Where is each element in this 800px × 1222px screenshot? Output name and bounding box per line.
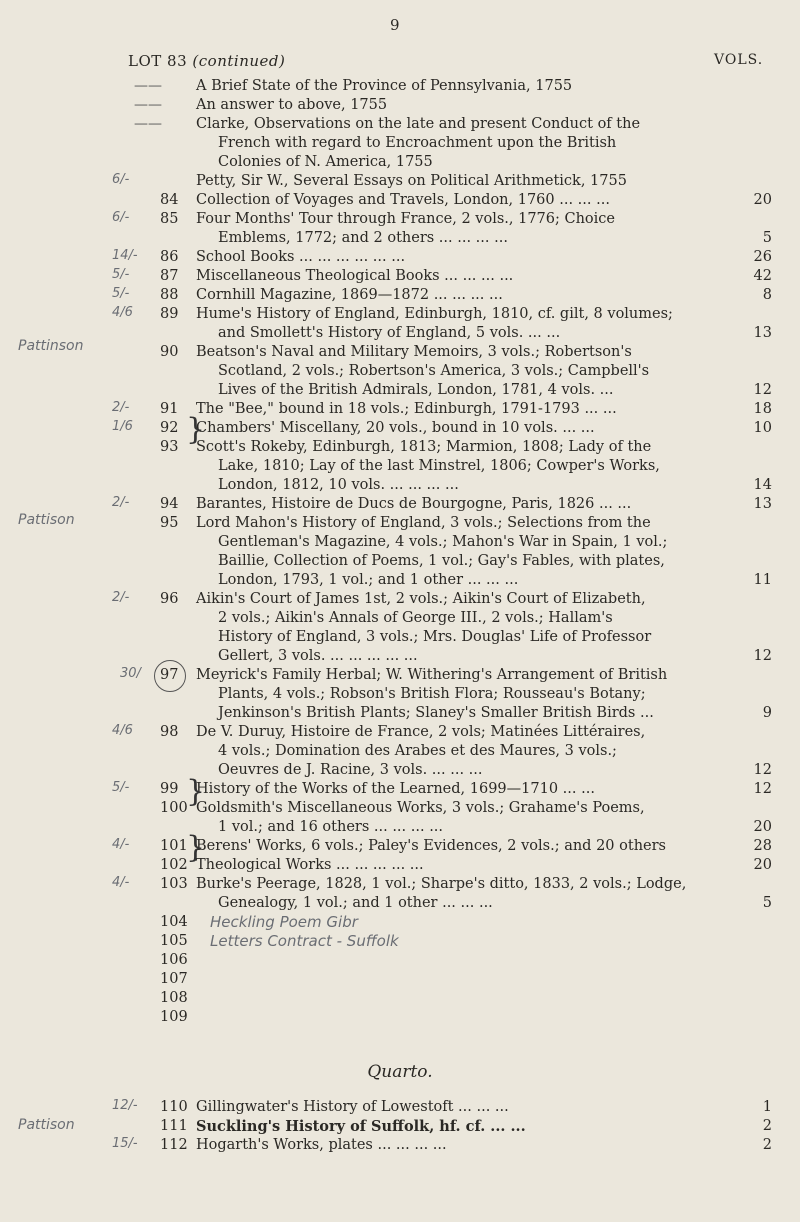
lot-number: 89 (160, 306, 179, 322)
lot-number: 107 (160, 971, 188, 987)
lot-number: 86 (160, 249, 179, 265)
lot-number: 90 (160, 344, 179, 360)
lot-number: 103 (160, 876, 188, 892)
dash-mark: —— (134, 78, 162, 94)
volume-count: 18 (753, 401, 772, 417)
vols-header: VOLS. (714, 52, 764, 68)
lot-header (128, 52, 285, 70)
lot-number: 93 (160, 439, 179, 455)
volume-count: 9 (762, 705, 772, 721)
pencil-annotation: 12/- (112, 1098, 138, 1113)
pencil-annotation: 30/ (120, 666, 141, 681)
volume-count: 10 (753, 420, 772, 436)
lot-label: LOT (128, 52, 162, 70)
lot-number: 88 (160, 287, 179, 303)
volume-count: 12 (753, 648, 772, 664)
lot-number: 91 (160, 401, 179, 417)
volume-count: 14 (753, 477, 772, 493)
pencil-annotation: 4/6 (112, 305, 133, 320)
pencil-annotation: 6/- (112, 210, 130, 225)
pencil-circle (154, 660, 186, 692)
lot-number: 106 (160, 952, 188, 968)
lot-number: 110 (160, 1099, 188, 1115)
lot-number: 87 (160, 268, 179, 284)
volume-count: 42 (753, 268, 772, 284)
volume-count: 2 (762, 1137, 772, 1153)
lot-number: 92 (160, 420, 179, 436)
dash-mark: —— (134, 116, 162, 132)
volume-count: 12 (753, 382, 772, 398)
pencil-annotation: 5/- (112, 286, 130, 301)
lot-number: 102 (160, 857, 188, 873)
pencil-annotation: 5/- (112, 780, 130, 795)
pencil-annotation: Pattison (18, 512, 75, 528)
page-number: 9 (390, 16, 400, 34)
pencil-annotation: Pattinson (18, 338, 84, 354)
pencil-annotation: 14/- (112, 248, 138, 263)
lot-number: 96 (160, 591, 179, 607)
lot-number: 109 (160, 1009, 188, 1025)
lot-number: 100 (160, 800, 188, 816)
volume-count: 2 (762, 1118, 772, 1134)
lot-number: 105 (160, 933, 188, 949)
volume-count: 20 (753, 192, 772, 208)
dash-mark: —— (134, 97, 162, 113)
lot-number: 101 (160, 838, 188, 854)
volume-count: 28 (753, 838, 772, 854)
lot-number: 108 (160, 990, 188, 1006)
lot-number: 94 (160, 496, 179, 512)
continued-label: (continued) (192, 52, 286, 70)
lot-number: 111 (160, 1118, 188, 1134)
pencil-annotation: 1/6 (112, 419, 133, 434)
lot-number: 97 (160, 667, 179, 683)
volume-count: 11 (753, 572, 772, 588)
lot-number: 85 (160, 211, 179, 227)
volume-count: 13 (753, 325, 772, 341)
pencil-annotation: 6/- (112, 172, 130, 187)
brace-mark: } (186, 830, 206, 865)
pencil-annotation: 15/- (112, 1136, 138, 1151)
pencil-annotation: Heckling Poem Gibr (210, 913, 358, 931)
pencil-annotation: Pattison (18, 1117, 75, 1133)
pencil-annotation: Letters Contract - Suffolk (210, 932, 399, 950)
lot-number: 95 (160, 515, 179, 531)
pencil-annotation: 2/- (112, 495, 130, 510)
pencil-annotation: 4/- (112, 837, 130, 852)
pencil-annotation: 4/- (112, 875, 130, 890)
brace-mark: } (186, 412, 206, 447)
section-heading-quarto: Quarto. (367, 1062, 433, 1082)
volume-count: 20 (753, 819, 772, 835)
catalogue-page: 9 LOT 83 (continued) VOLS. —— A Brief State of the Province of Pennsylvania, 1755 —— An answer to above, 1755 —— Clarke, Observations on the late and present Conduct of the French with regard to Encroachment upon the British Colonies of N. America, 1755 Petty, Sir W., Several Essays on Political Arithmetick, 1755 84 Collection of Voyages and Travels, London, 1760 ... ... ... 20 85 Four Months' Tour through France, 2 vols., 1776; Choice Emblems, 1772; and 2 others ... ... ... ... 5 86 School Books ... ... ... ... ... ... 26 87 Miscellaneous Theological Books ... ... ... ... 42 88 Cornhill Magazine, 1869—1872 ... ... ... ... 8 89 Hume's History of England, Edinburgh, 1810, cf. gilt, 8 volumes; and Smollett's History of England, 5 vols. ... ... 13 90 Beatson's Naval and Military Memoirs, 3 vols.; Robertson's Scotland, 2 vols.; Robertson's America, 3 vols.; Campbell's Lives of the British Admirals, London, 1781, 4 vols. ... 12 91 The "Bee," bound in 18 vols.; Edinburgh, 1791-1793 ... ... 18 92 Chambers' Miscellany, 20 vols., bound in 10 vols. ... ... 10 } 93 Scott's Rokeby, Edinburgh, 1813; Marmion, 1808; Lady of the Lake, 1810; Lay of the last Minstrel, 1806; Cowper's Works, London, 1812, 10 vols. ... ... ... ... 14 94 Barantes, Histoire de Ducs de Bourgogne, Paris, 1826 ... ... 13 95 Lord Mahon's History of England, 3 vols.; Selections from the Gentleman's Magazine, 4 vols.; Mahon's War in Spain, 1 vol.; Baillie, Collection of Poems, 1 vol.; Gay's Fables, with plates, London, 1793, 1 vol.; and 1 other ... ... ... 11 96 Aikin's Court of James 1st, 2 vols.; Aikin's Court of Elizabeth, 2 vols.; Aikin's Annals of George III., 2 vols.; Hallam's History of England, 3 vols.; Mrs. Douglas' Life of Professor Gellert, 3 vols. ... ... ... ... ... 12 97 Meyrick's Family Herbal; W. Withering's Arrangement of British Plants, 4 vols.; Robson's British Flora; Rousseau's Botany; Jenkinson's British Plants; Slaney's Smaller British Birds ... 9 98 De V. Duruy, Histoire de France, 2 vols; Matinées Littéraires, 4 vols.; Domination des Arabes et des Maures, 3 vols.; Oeuvres de J. Racine, 3 vols. ... ... ... 12 99 History of the Works of the Learned, 1699—1710 ... ... 12 100 Goldsmith's Miscellaneous Works, 3 vols.; Grahame's Poems, 1 vol.; and 16 others ... ... ... ... 20 } 101 Berens' Works, 6 vols.; Paley's Evidences, 2 vols.; and 20 others 28 102 Theological Works ... ... ... ... ... 20 } 103 Burke's Peerage, 1828, 1 vol.; Sharpe's ditto, 1833, 2 vols.; Lodge, Genealogy, 1 vol.; and 1 other ... ... ... 5 104 Heckling Poem Gibr 105 Letters Contract - Suffolk 106 107 108 109 Quarto. 110 Gillingwater's History of Lowestoft ... ... ... 1 111 Suckling's History of Suffolk, hf. cf. ... ... 2 112 Hogarth's Works, plates ... ... ... ... 2 6/- 6/- 14/- 5/- 5/- 4/6 Pattinson 2/- 1/6 2/- Pattison 2/- 30/ 4/6 5/- 4/- 4/- 12/- Pattison 15/- (0, 0, 800, 1222)
volume-count: 1 (762, 1099, 772, 1115)
lot-number: 112 (160, 1137, 188, 1153)
volume-count: 5 (762, 895, 772, 911)
pencil-annotation: 5/- (112, 267, 130, 282)
volume-count: 12 (753, 762, 772, 778)
pencil-annotation: 4/6 (112, 723, 133, 738)
volume-count: 8 (762, 287, 772, 303)
volume-count: 12 (753, 781, 772, 797)
lot-number: 84 (160, 192, 179, 208)
lot-number: 83 (167, 52, 188, 70)
volume-count: 5 (762, 230, 772, 246)
lot-number: 99 (160, 781, 179, 797)
brace-mark: } (186, 774, 206, 809)
volume-count: 20 (753, 857, 772, 873)
lot-number: 104 (160, 914, 188, 930)
volume-count: 26 (753, 249, 772, 265)
pencil-annotation: 2/- (112, 590, 130, 605)
volume-count: 13 (753, 496, 772, 512)
lot-number: 98 (160, 724, 179, 740)
pencil-annotation: 2/- (112, 400, 130, 415)
